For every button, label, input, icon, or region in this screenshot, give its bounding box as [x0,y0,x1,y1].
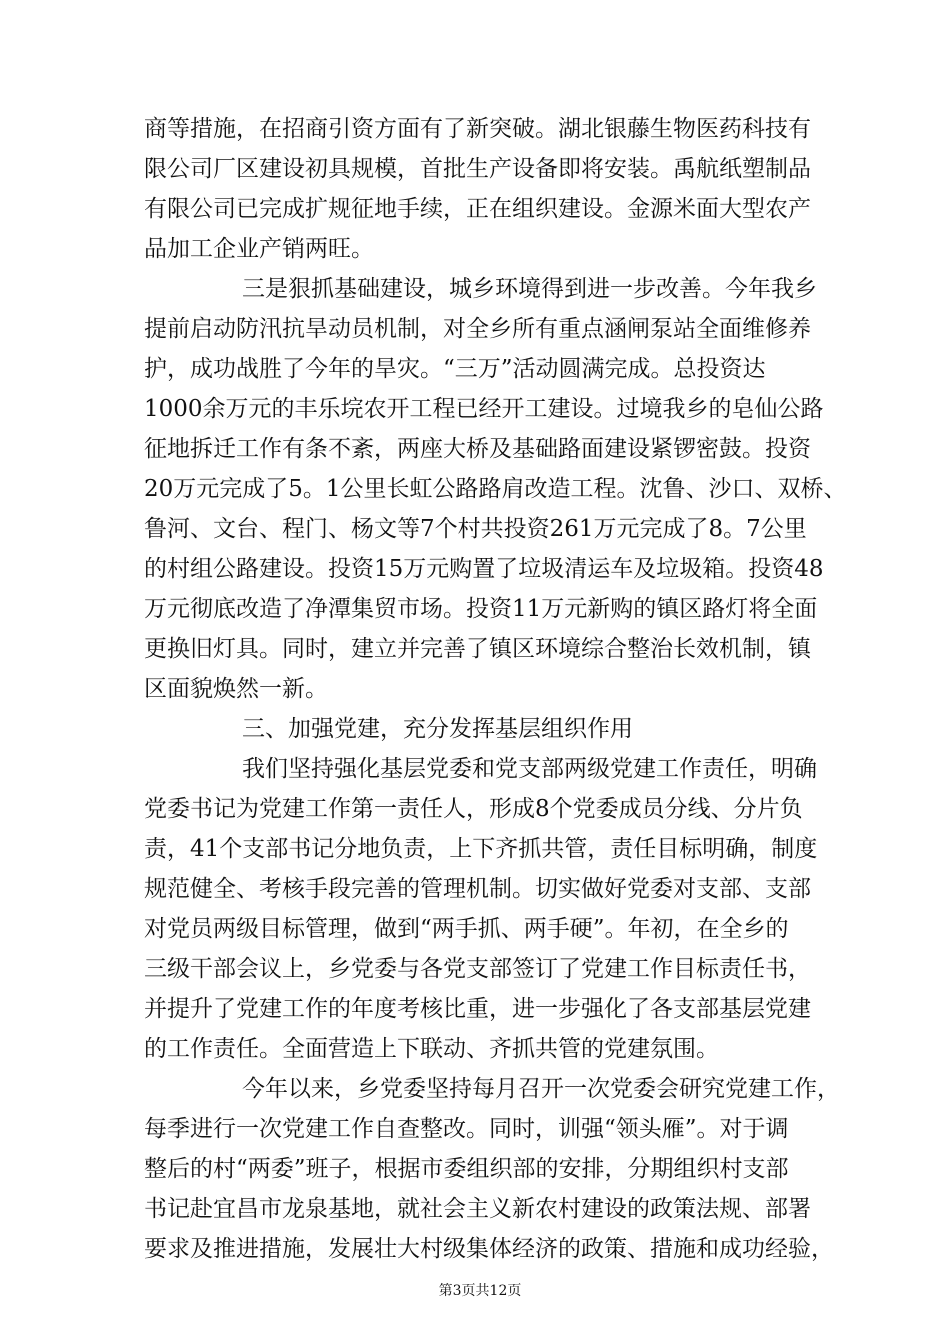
text-line: 今年以来，乡党委坚持每月召开一次党委会研究党建工作， [242,1076,840,1102]
text-line: 党委书记为党建工作第一责任人，形成8个党委成员分线、分片负 [144,796,803,822]
text-line: 鲁河、文台、程门、杨文等7个村共投资261万元完成了8。7公里 [144,516,807,542]
text-line: 的工作责任。全面营造上下联动、齐抓共管的党建氛围。 [144,1036,719,1062]
section-heading: 三、加强党建，充分发挥基层组织作用 [242,716,633,742]
text-line: 20万元完成了5。1公里长虹公路路肩改造工程。沈鲁、沙口、双桥、 [144,476,847,502]
text-line: 万元彻底改造了净潭集贸市场。投资11万元新购的镇区路灯将全面 [144,596,818,622]
text-line: 1000余万元的丰乐垸农开工程已经开工建设。过境我乡的皂仙公路 [144,396,824,422]
text-line: 提前启动防汛抗旱动员机制，对全乡所有重点涵闸泵站全面维修养 [144,316,811,342]
text-line: 更换旧灯具。同时，建立并完善了镇区环境综合整治长效机制，镇 [144,636,811,662]
text-line: 区面貌焕然一新。 [144,676,328,702]
text-line: 征地拆迁工作有条不紊，两座大桥及基础路面建设紧锣密鼓。投资 [144,436,811,462]
text-line: 规范健全、考核手段完善的管理机制。切实做好党委对支部、支部 [144,876,811,902]
text-line: 责，41个支部书记分地负责，上下齐抓共管，责任目标明确，制度 [144,836,818,862]
text-line: 书记赴宜昌市龙泉基地，就社会主义新农村建设的政策法规、部署 [144,1196,811,1222]
text-line: 有限公司已完成扩规征地手续，正在组织建设。金源米面大型农产 [144,196,811,222]
text-line: 要求及推进措施，发展壮大村级集体经济的政策、措施和成功经验， [144,1236,834,1262]
text-line: 限公司厂区建设初具规模，首批生产设备即将安装。禹航纸塑制品 [144,156,811,182]
text-line: 的村组公路建设。投资15万元购置了垃圾清运车及垃圾箱。投资48 [144,556,824,582]
text-line: 每季进行一次党建工作自查整改。同时，训强“领头雁”。对于调 [144,1116,789,1142]
text-line: 对党员两级目标管理，做到“两手抓、两手硬”。年初，在全乡的 [144,916,789,942]
page-number-footer: 第3页共12页 [438,1283,522,1299]
text-line: 整后的村“两委”班子，根据市委组织部的安排，分期组织村支部 [144,1156,789,1182]
text-line: 三级干部会议上，乡党委与各党支部签订了党建工作目标责任书， [144,956,811,982]
text-line: 商等措施，在招商引资方面有了新突破。湖北银藤生物医药科技有 [144,116,811,142]
text-line: 并提升了党建工作的年度考核比重，进一步强化了各支部基层党建 [144,996,811,1022]
text-line: 护，成功战胜了今年的旱灾。“三万”活动圆满完成。总投资达 [144,356,766,382]
text-line: 三是狠抓基础建设，城乡环境得到进一步改善。今年我乡 [242,276,817,302]
text-line: 我们坚持强化基层党委和党支部两级党建工作责任，明确 [242,756,817,782]
text-line: 品加工企业产销两旺。 [144,236,374,262]
